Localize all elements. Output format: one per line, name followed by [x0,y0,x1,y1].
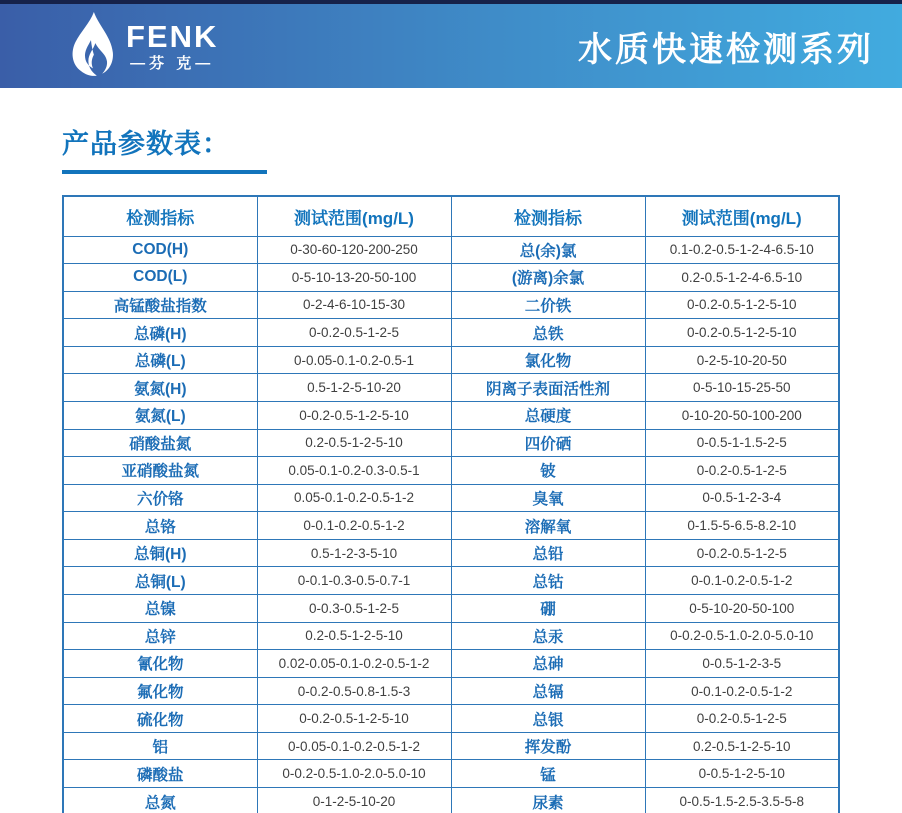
range-cell: 0.5-1-2-3-5-10 [257,539,451,567]
series-title: 水质快速检测系列 [578,30,874,69]
range-cell: 0-0.2-0.5-1-2-5-10 [257,705,451,733]
indicator-cell: 四价硒 [451,429,645,457]
range-cell: 0-0.2-0.5-1.0-2.0-5.0-10 [645,622,839,650]
main-content [0,122,902,813]
range-cell: 0-0.5-1-2-3-4 [645,484,839,512]
range-cell: 0-0.5-1-1.5-2-5 [645,429,839,457]
range-cell: 0-0.5-1-2-5-10 [645,760,839,788]
range-cell: 0-0.2-0.5-1-2-5 [257,319,451,347]
range-cell: 0-0.5-1-2-3-5 [645,650,839,678]
column-header-range-left: 测试范围(mg/L) [257,196,451,236]
range-cell: 0.2-0.5-1-2-5-10 [645,732,839,760]
indicator-cell: 总铜(H) [63,539,257,567]
table-row [63,677,839,705]
range-cell: 0.2-0.5-1-2-5-10 [257,622,451,650]
table-row [63,567,839,595]
table-row [63,732,839,760]
column-header-indicator-right: 检测指标 [451,196,645,236]
indicator-cell: (游离)余氯 [451,264,645,292]
range-cell: 0-0.2-0.5-1-2-5 [645,539,839,567]
range-cell: 0-5-10-13-20-50-100 [257,264,451,292]
indicator-cell: 总镉 [451,677,645,705]
range-cell: 0-0.1-0.3-0.5-0.7-1 [257,567,451,595]
range-cell: 0-2-4-6-10-15-30 [257,291,451,319]
brand-name: FENK [126,19,219,54]
range-cell: 0-1.5-5-6.5-8.2-10 [645,512,839,540]
range-cell: 0-0.1-0.2-0.5-1-2 [645,567,839,595]
range-cell: 0.05-0.1-0.2-0.3-0.5-1 [257,457,451,485]
indicator-cell: 硝酸盐氮 [63,429,257,457]
indicator-cell: 氰化物 [63,650,257,678]
product-parameter-table [62,195,840,813]
indicator-cell: 总钴 [451,567,645,595]
range-cell: 0.2-0.5-1-2-4-6.5-10 [645,264,839,292]
range-cell: 0-1-2-5-10-20 [257,788,451,813]
indicator-cell: 总铜(L) [63,567,257,595]
indicator-cell: 高锰酸盐指数 [63,291,257,319]
brand-logo [64,12,218,80]
indicator-cell: 总铁 [451,319,645,347]
indicator-cell: COD(L) [63,264,257,292]
indicator-cell: 氨氮(H) [63,374,257,402]
table-row [63,788,839,813]
range-cell: 0-0.2-0.5-1-2-5 [645,457,839,485]
column-header-indicator-left: 检测指标 [63,196,257,236]
range-cell: 0-5-10-20-50-100 [645,595,839,623]
range-cell: 0-0.2-0.5-0.8-1.5-3 [257,677,451,705]
indicator-cell: 总铅 [451,539,645,567]
range-cell: 0-0.5-1.5-2.5-3.5-5-8 [645,788,839,813]
range-cell: 0-10-20-50-100-200 [645,401,839,429]
column-header-range-right: 测试范围(mg/L) [645,196,839,236]
table-row [63,374,839,402]
indicator-cell: 尿素 [451,788,645,813]
brand-subtitle: —芬 克— [130,55,215,72]
range-cell: 0-0.1-0.2-0.5-1-2 [645,677,839,705]
range-cell: 0-0.2-0.5-1-2-5 [645,705,839,733]
range-cell: 0-2-5-10-20-50 [645,346,839,374]
range-cell: 0.2-0.5-1-2-5-10 [257,429,451,457]
table-row [63,595,839,623]
indicator-cell: 硼 [451,595,645,623]
heading-underline [62,170,267,174]
indicator-cell: 六价铬 [63,484,257,512]
indicator-cell: 氟化物 [63,677,257,705]
table-header-row [63,196,839,236]
table-row [63,484,839,512]
indicator-cell: 溶解氧 [451,512,645,540]
indicator-cell: 总镍 [63,595,257,623]
indicator-cell: 总锌 [63,622,257,650]
indicator-cell: COD(H) [63,236,257,264]
flame-drop-icon [64,12,116,80]
table-row [63,429,839,457]
indicator-cell: 阴离子表面活性剂 [451,374,645,402]
indicator-cell: 总硬度 [451,401,645,429]
indicator-cell: 磷酸盐 [63,760,257,788]
range-cell: 0-0.2-0.5-1-2-5-10 [257,401,451,429]
table-row [63,512,839,540]
indicator-cell: 挥发酚 [451,732,645,760]
table-row [63,622,839,650]
range-cell: 0-0.2-0.5-1-2-5-10 [645,291,839,319]
indicator-cell: 氨氮(L) [63,401,257,429]
table-row [63,705,839,733]
indicator-cell: 铍 [451,457,645,485]
indicator-cell: 总砷 [451,650,645,678]
indicator-cell: 总氮 [63,788,257,813]
range-cell: 0-0.2-0.5-1-2-5-10 [645,319,839,347]
range-cell: 0-0.2-0.5-1.0-2.0-5.0-10 [257,760,451,788]
range-cell: 0.02-0.05-0.1-0.2-0.5-1-2 [257,650,451,678]
range-cell: 0.05-0.1-0.2-0.5-1-2 [257,484,451,512]
indicator-cell: 总银 [451,705,645,733]
indicator-cell: 臭氧 [451,484,645,512]
range-cell: 0-0.05-0.1-0.2-0.5-1-2 [257,732,451,760]
table-row [63,760,839,788]
table-row [63,319,839,347]
range-cell: 0-5-10-15-25-50 [645,374,839,402]
indicator-cell: 总磷(H) [63,319,257,347]
indicator-cell: 亚硝酸盐氮 [63,457,257,485]
table-row [63,650,839,678]
table-row [63,236,839,264]
table-row [63,539,839,567]
indicator-cell: 二价铁 [451,291,645,319]
indicator-cell: 锰 [451,760,645,788]
table-row [63,264,839,292]
range-cell: 0-0.1-0.2-0.5-1-2 [257,512,451,540]
indicator-cell: 铝 [63,732,257,760]
range-cell: 0-0.05-0.1-0.2-0.5-1 [257,346,451,374]
indicator-cell: 总(余)氯 [451,236,645,264]
table-row [63,291,839,319]
indicator-cell: 总磷(L) [63,346,257,374]
table-row [63,457,839,485]
section-heading: 产品参数表： [62,129,230,159]
indicator-cell: 硫化物 [63,705,257,733]
range-cell: 0-30-60-120-200-250 [257,236,451,264]
table-row [63,346,839,374]
brand-text-block [126,21,218,71]
range-cell: 0-0.3-0.5-1-2-5 [257,595,451,623]
range-cell: 0.5-1-2-5-10-20 [257,374,451,402]
range-cell: 0.1-0.2-0.5-1-2-4-6.5-10 [645,236,839,264]
table-row [63,401,839,429]
header-banner [0,4,902,88]
indicator-cell: 总汞 [451,622,645,650]
indicator-cell: 氯化物 [451,346,645,374]
indicator-cell: 总铬 [63,512,257,540]
